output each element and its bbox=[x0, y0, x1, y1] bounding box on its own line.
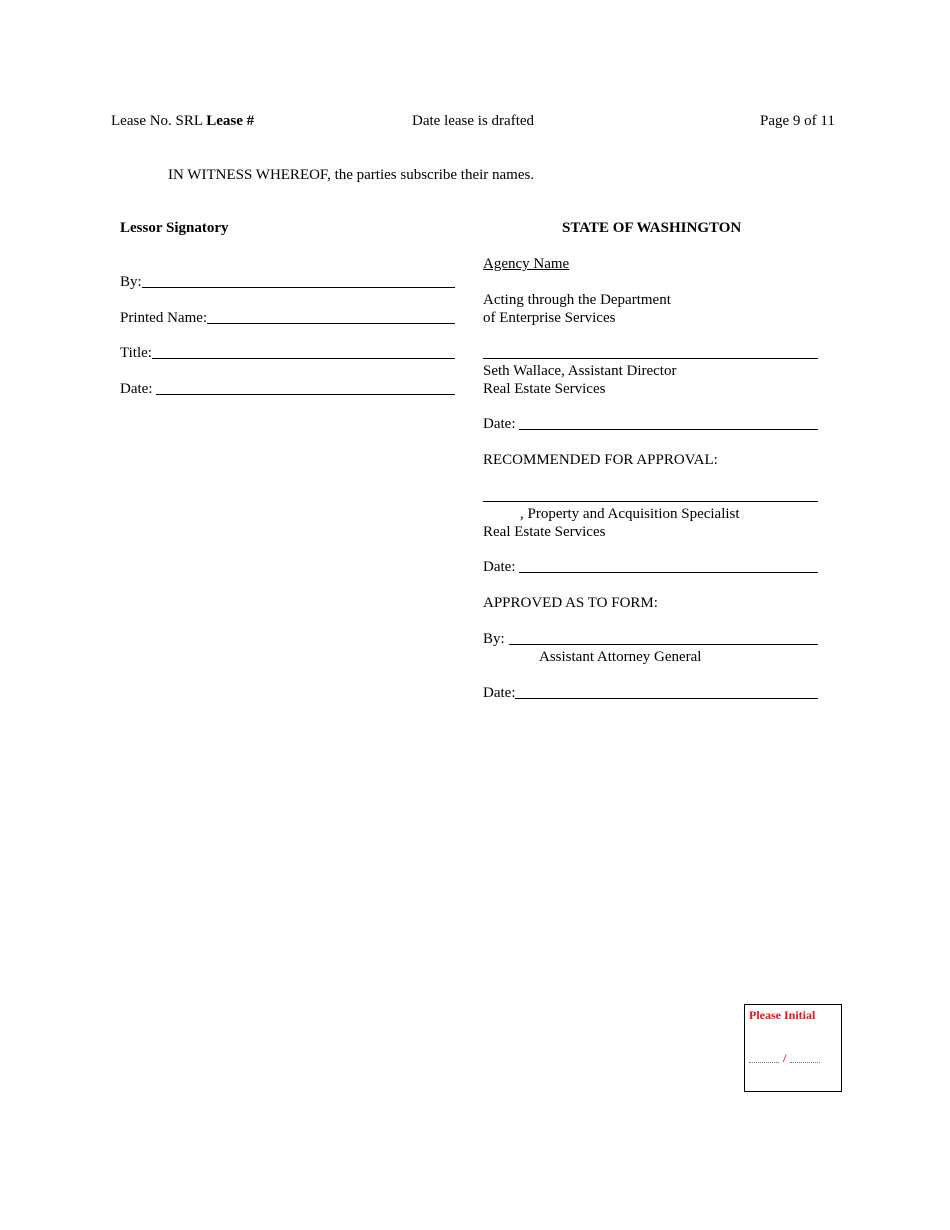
acting-through-line2: of Enterprise Services bbox=[483, 310, 616, 326]
initial-slot-2[interactable] bbox=[790, 1062, 820, 1063]
lessor-date-label: Date: bbox=[120, 381, 153, 397]
aag-by-line[interactable] bbox=[509, 644, 818, 645]
lessor-by-field[interactable] bbox=[120, 273, 455, 291]
lease-number-value: Lease # bbox=[206, 113, 255, 129]
lessor-title-field[interactable] bbox=[120, 344, 455, 362]
initial-separator: / bbox=[783, 1051, 787, 1065]
witness-statement: IN WITNESS WHEREOF, the parties subscribe their names. bbox=[168, 167, 535, 183]
approved-label: APPROVED AS TO FORM: bbox=[483, 595, 658, 611]
director-signature-line[interactable] bbox=[483, 358, 818, 359]
aag-date-line[interactable] bbox=[515, 698, 818, 699]
lessor-by-label: By: bbox=[120, 274, 142, 290]
lessor-heading: Lessor Signatory bbox=[120, 220, 229, 236]
lessor-printed-name-label: Printed Name: bbox=[120, 310, 208, 326]
lease-number bbox=[111, 112, 254, 130]
agency-name: Agency Name bbox=[483, 256, 570, 272]
initial-box-label: Please Initial bbox=[749, 1008, 816, 1022]
director-department: Real Estate Services bbox=[483, 381, 606, 397]
aag-date-field[interactable] bbox=[483, 684, 818, 702]
aag-by-field[interactable] bbox=[483, 630, 818, 648]
lessor-printed-name-field[interactable] bbox=[120, 309, 455, 327]
recommended-label: RECOMMENDED FOR APPROVAL: bbox=[483, 452, 718, 468]
lease-date: Date lease is drafted bbox=[412, 113, 535, 129]
lease-number-prefix: Lease No. SRL bbox=[111, 113, 203, 129]
state-heading: STATE OF WASHINGTON bbox=[562, 220, 742, 236]
acting-through-line1: Acting through the Department bbox=[483, 292, 671, 308]
lessor-title-label: Title: bbox=[120, 345, 152, 361]
aag-date-label: Date: bbox=[483, 685, 516, 701]
specialist-date-field[interactable] bbox=[483, 558, 818, 576]
state-date-field[interactable] bbox=[483, 415, 818, 433]
lessor-date-field[interactable] bbox=[120, 380, 455, 398]
specialist-date-label: Date: bbox=[483, 559, 516, 575]
lessor-printed-name-line[interactable] bbox=[207, 323, 455, 324]
specialist-department: Real Estate Services bbox=[483, 524, 606, 540]
initial-slot-1[interactable] bbox=[749, 1062, 779, 1063]
director-name: Seth Wallace, Assistant Director bbox=[483, 363, 677, 379]
lessor-date-line[interactable] bbox=[156, 394, 455, 395]
state-date-label: Date: bbox=[483, 416, 516, 432]
lessor-title-line[interactable] bbox=[152, 358, 455, 359]
aag-title: Assistant Attorney General bbox=[539, 649, 702, 665]
page-number: Page 9 of 11 bbox=[760, 113, 835, 129]
lessor-by-line[interactable] bbox=[142, 287, 455, 288]
state-date-line[interactable] bbox=[519, 429, 818, 430]
specialist-signature-line[interactable] bbox=[483, 501, 818, 502]
initial-slots bbox=[749, 1051, 820, 1066]
specialist-title: , Property and Acquisition Specialist bbox=[520, 506, 740, 522]
specialist-date-line[interactable] bbox=[519, 572, 818, 573]
initial-box bbox=[744, 1004, 842, 1092]
aag-by-label: By: bbox=[483, 631, 505, 647]
